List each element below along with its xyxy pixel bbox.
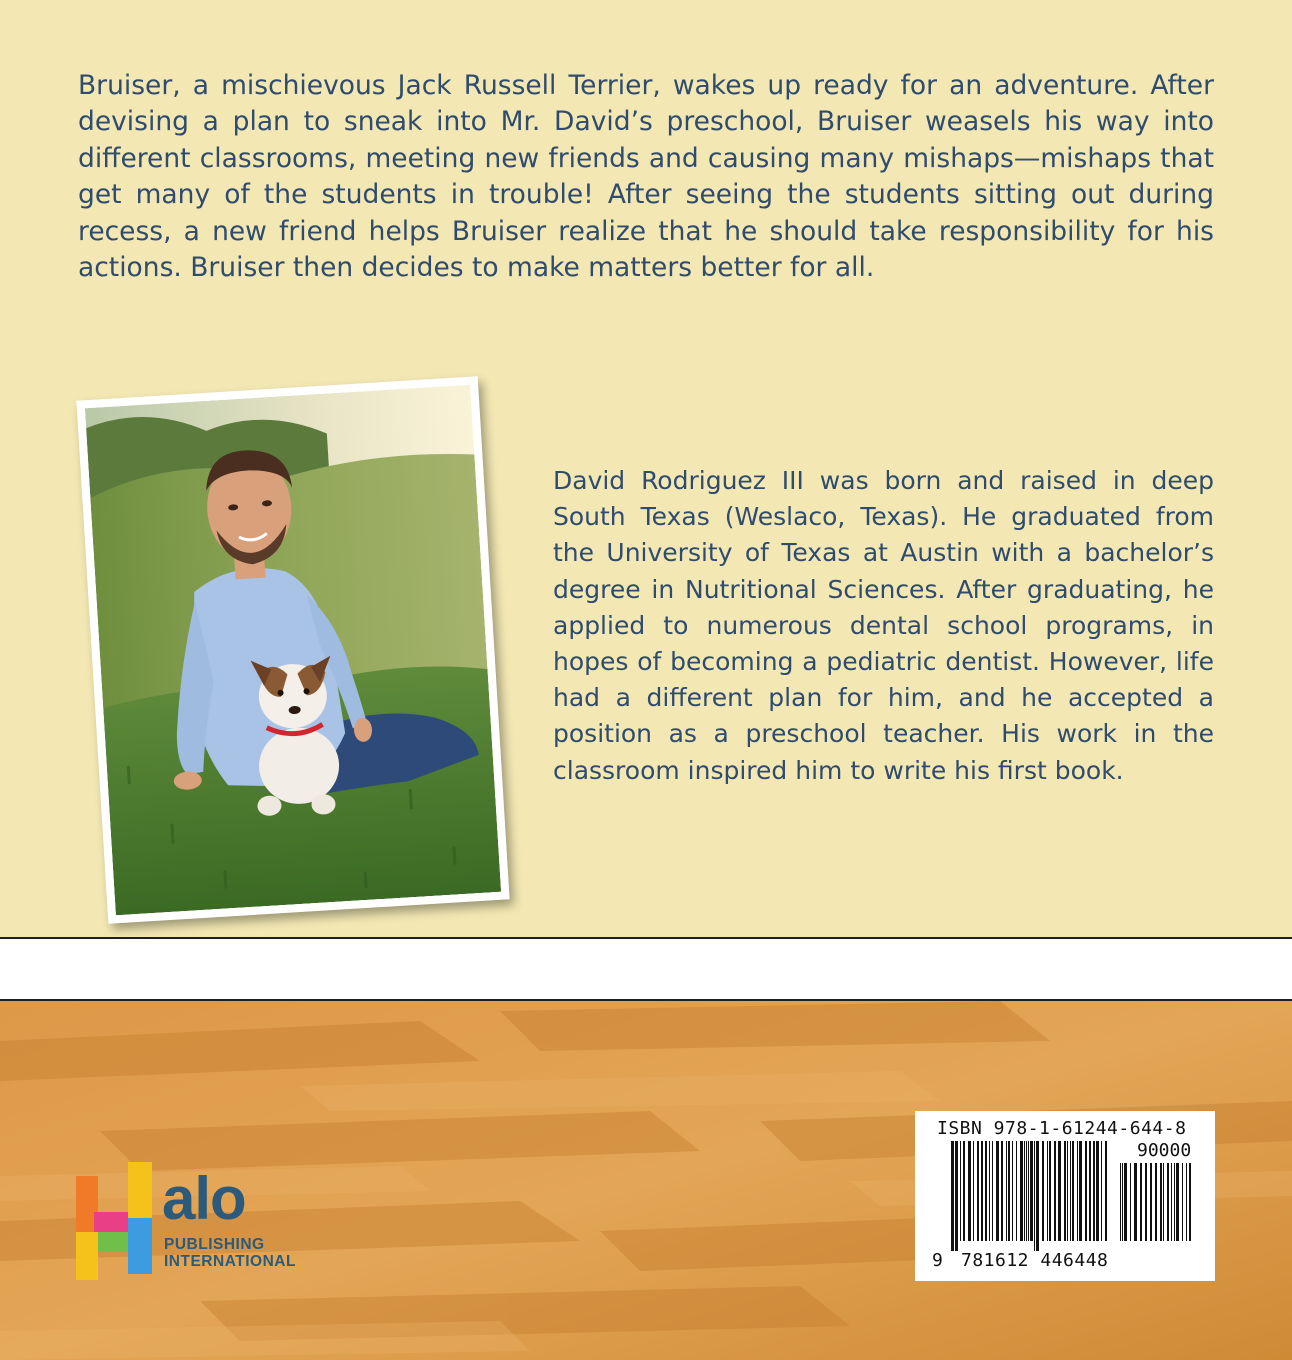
barcode-bar — [1001, 1141, 1003, 1241]
barcode-bar — [1122, 1163, 1123, 1241]
book-synopsis: Bruiser, a mischievous Jack Russell Terrier, wakes up ready for an adventure. After devising a plan to sneak into Mr. David’s preschool, Bruiser weasels his way into different classrooms, meeting new friends and causing many mishaps—mishaps that get many of the students in trouble! After seeing the students sitting out during recess, a new friend helps Bruiser realize that he should take responsibility for his actions. Bruiser then decides to make matters better for all. — [78, 70, 1214, 284]
barcode-bar — [1064, 1141, 1066, 1241]
barcode-bar — [1160, 1163, 1162, 1241]
barcode-bar — [968, 1141, 971, 1241]
ean-digits: 781612 446448 — [961, 1250, 1109, 1271]
barcode-bar — [1036, 1141, 1039, 1251]
barcode-bar — [1047, 1141, 1048, 1241]
barcode-bar — [1150, 1163, 1152, 1241]
barcode-bar — [1182, 1163, 1183, 1241]
publisher-logo — [76, 1162, 316, 1284]
barcode-bar — [1163, 1163, 1164, 1241]
barcode-bar — [1058, 1141, 1061, 1241]
barcode-bar — [981, 1141, 983, 1241]
publisher-line-2: INTERNATIONAL — [164, 1253, 296, 1270]
ean-first-digit: 9 — [932, 1250, 943, 1271]
barcode-bar — [1034, 1141, 1035, 1251]
barcode-bar — [960, 1141, 961, 1241]
barcode-bar — [963, 1141, 965, 1241]
barcode-bar — [1130, 1163, 1131, 1241]
barcode-bar — [1140, 1163, 1142, 1241]
barcode-bar — [1070, 1141, 1071, 1241]
addon-barcode-bars — [1120, 1163, 1196, 1251]
barcode-bar — [1085, 1141, 1087, 1241]
barcode-bar — [1054, 1141, 1056, 1241]
barcode-bar — [1072, 1141, 1074, 1241]
barcode-bar — [973, 1141, 974, 1241]
barcode-bar — [1028, 1141, 1029, 1241]
author-photo-frame — [76, 376, 509, 924]
barcode-bar — [1093, 1141, 1095, 1241]
barcode-bar — [1024, 1141, 1025, 1241]
barcode-bar — [1105, 1141, 1107, 1241]
barcode-bar — [1016, 1141, 1017, 1241]
barcode-bar — [977, 1141, 979, 1241]
barcode-bar — [1026, 1141, 1027, 1241]
white-band — [0, 939, 1292, 999]
barcode-bar — [1067, 1141, 1068, 1241]
barcode-bar — [1042, 1141, 1044, 1241]
barcode-bar — [1167, 1163, 1169, 1241]
publisher-wordmark: alo — [162, 1165, 246, 1232]
barcode-bar — [951, 1141, 954, 1251]
barcode-bar — [1012, 1141, 1013, 1241]
publisher-subtitle — [164, 1236, 296, 1270]
halo-h-icon — [76, 1162, 156, 1280]
barcode-bar — [1077, 1141, 1078, 1241]
barcode-bar — [1171, 1163, 1172, 1241]
barcode-bar — [1096, 1141, 1099, 1241]
barcode-bar — [1176, 1163, 1179, 1241]
barcode-bar — [1049, 1141, 1051, 1241]
barcode-bar — [992, 1141, 993, 1241]
barcode-bar — [1030, 1141, 1033, 1241]
barcode-bar — [1120, 1163, 1121, 1241]
barcode-bar — [1189, 1163, 1191, 1241]
barcode-bar — [1134, 1163, 1137, 1241]
barcode-bar — [1124, 1163, 1127, 1241]
barcode-bar — [1089, 1141, 1091, 1241]
barcode-bar — [1101, 1141, 1102, 1241]
author-with-dog-illustration — [85, 385, 501, 916]
ean-barcode-bars — [951, 1141, 1111, 1251]
barcode-bar — [989, 1141, 990, 1241]
isbn-barcode — [915, 1111, 1215, 1281]
barcode-bar — [1155, 1163, 1157, 1241]
author-bio: David Rodriguez III was born and raised in deep South Texas (Weslaco, Texas). He graduated from the University of Texas at Austin with a bachelor’s degree in Nutritional Sciences. After graduating, he applied to numerous dental school programs, in hopes of becoming a pediatric dentist. However, life had a different plan for him, and he accepted a position as a preschool teacher. His work in the classroom inspired him to write his first book. — [553, 466, 1214, 785]
barcode-bar — [985, 1141, 987, 1241]
price-code: 90000 — [1137, 1140, 1192, 1161]
barcode-bar — [955, 1141, 958, 1251]
isbn-number: ISBN 978-1-61244-644-8 — [937, 1118, 1187, 1139]
barcode-bar — [1079, 1141, 1082, 1241]
barcode-bar — [996, 1141, 999, 1241]
author-photo — [85, 385, 501, 916]
barcode-bar — [1186, 1163, 1187, 1241]
barcode-bar — [1006, 1141, 1007, 1241]
barcode-bar — [1008, 1141, 1010, 1241]
barcode-bar — [1174, 1163, 1175, 1241]
barcode-bar — [1145, 1163, 1147, 1241]
publisher-line-1: PUBLISHING — [164, 1236, 265, 1253]
barcode-bar — [1020, 1141, 1023, 1241]
